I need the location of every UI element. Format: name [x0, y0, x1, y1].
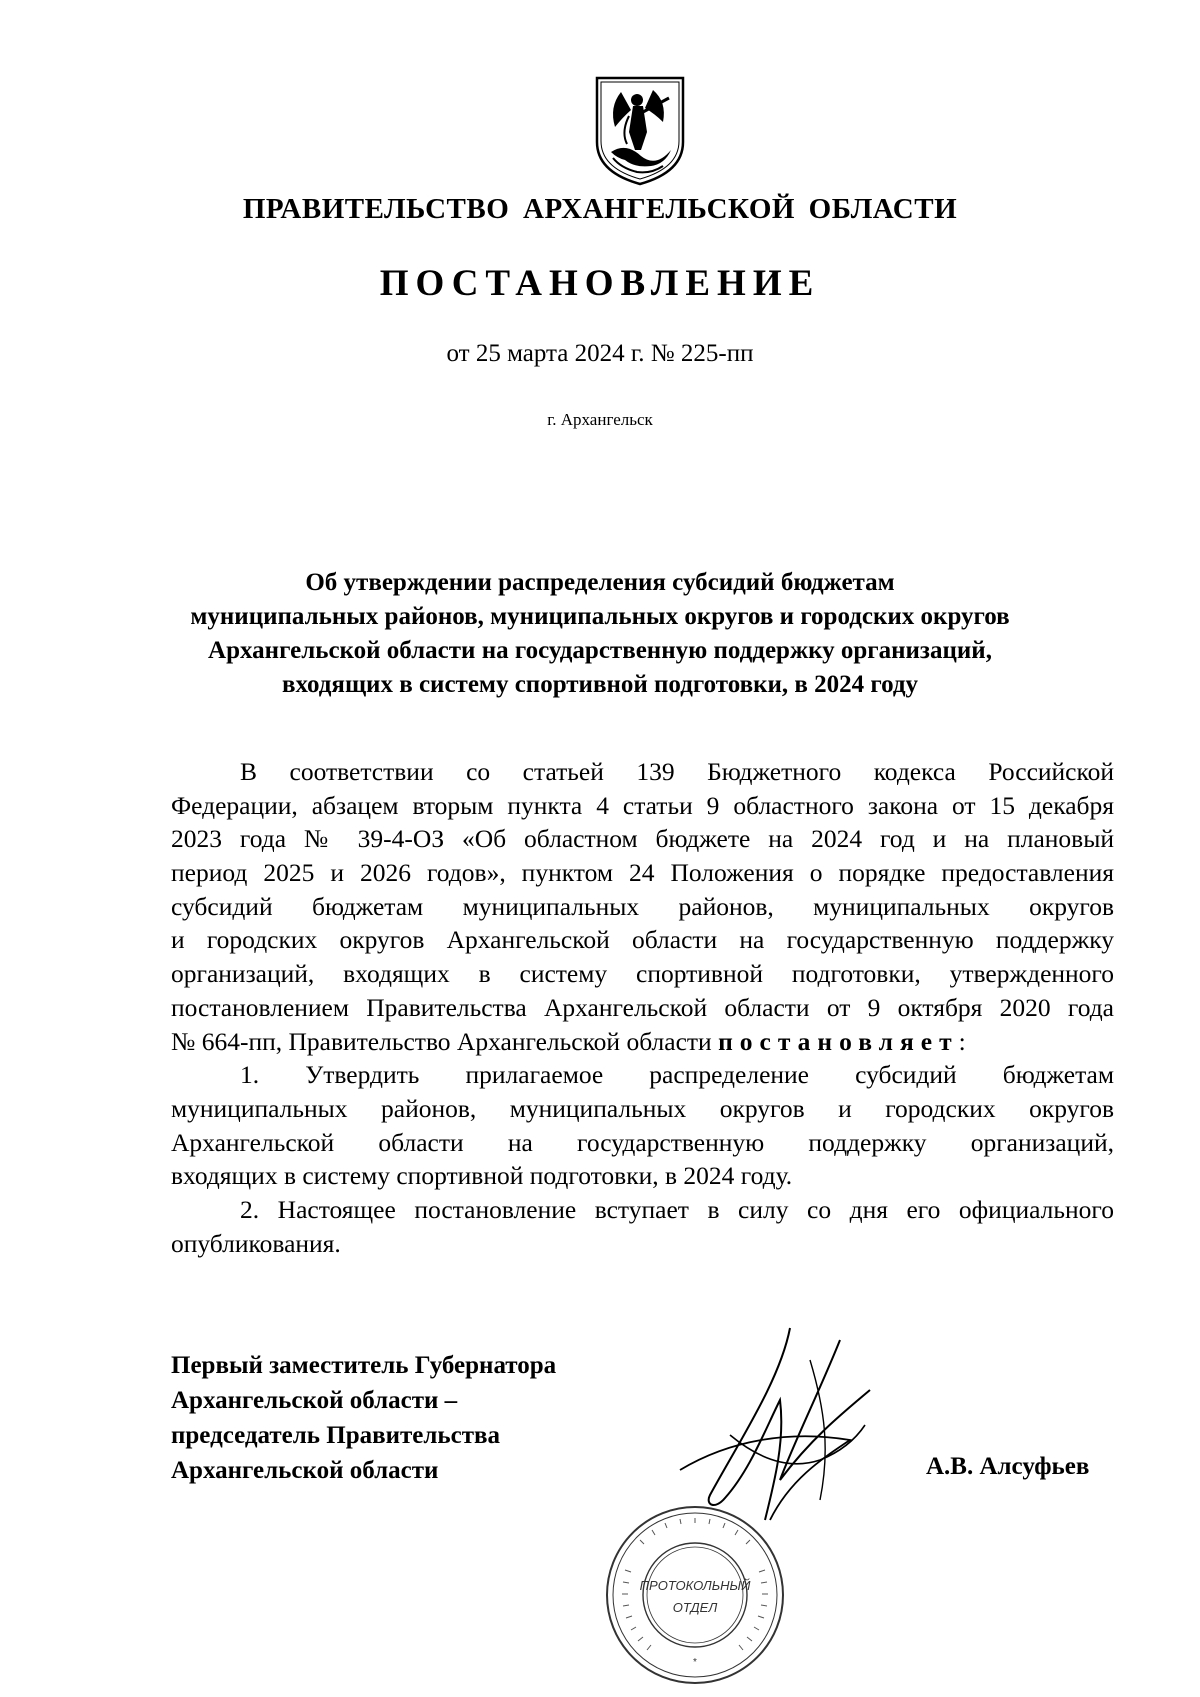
item-2-line: 2. Настоящее постановление вступает в силу со дня его официального [240, 1194, 1114, 1224]
document-type: ПОСТАНОВЛЕНИЕ [379, 263, 821, 304]
authority-name: ПРАВИТЕЛЬСТВО АРХАНГЕЛЬСКОЙ ОБЛАСТИ [242, 193, 958, 225]
title-line: муниципальных районов, муниципальных округов и городских округов [190, 603, 1010, 630]
body-text: : [958, 1026, 966, 1056]
position-line: Первый заместитель Губернатора [171, 1352, 557, 1379]
body-line: 2023 года № 39-4-ОЗ «Об областном бюджете на 2024 год и на плановый [171, 824, 1114, 854]
body-line: субсидий бюджетам муниципальных районов, муниципальных округов [171, 891, 1114, 921]
item-2-line: опубликования. [171, 1228, 341, 1258]
signatory-position [171, 1348, 556, 1488]
body-text: № 664-пп, Правительство Архангельской области [171, 1026, 719, 1056]
signer-name: А.В. Алсуфьев [926, 1453, 1090, 1480]
body-line: В соответствии со статьей 139 Бюджетного кодекса Российской [240, 757, 1114, 786]
item-1-line: муниципальных районов, муниципальных округов и городских округов [171, 1093, 1114, 1123]
title-line: входящих в систему спортивной подготовки, в 2024 году [281, 671, 919, 698]
archangel-coat-of-arms-icon [591, 72, 689, 188]
svg-text:*: * [693, 1657, 697, 1668]
round-stamp-icon [600, 1500, 790, 1690]
document-body [171, 755, 1114, 1260]
position-line: Архангельской области [171, 1457, 439, 1484]
stamp-text: ПРОТОКОЛЬНЫЙ [639, 1578, 751, 1593]
body-line: Федерации, абзацем вторым пункта 4 статьи 9 областного закона от 15 декабря [171, 790, 1114, 820]
document-date-number: от 25 марта 2024 г. № 225-пп [446, 340, 754, 367]
item-1-line: входящих в систему спортивной подготовки, в 2024 году. [171, 1161, 793, 1191]
body-line [171, 1025, 1114, 1059]
position-line: Архангельской области – [171, 1387, 458, 1414]
title-line: Архангельской области на государственную поддержку организаций, [208, 637, 992, 664]
item-1-line: 1. Утвердить прилагаемое распределение субсидий бюджетам [240, 1060, 1114, 1090]
body-line: организаций, входящих в систему спортивной подготовки, утвержденного [171, 959, 1114, 989]
resolves-word: постановляет [718, 1026, 959, 1056]
body-line: период 2025 и 2026 годов», пунктом 24 Положения о порядке предоставления [171, 858, 1114, 888]
handwritten-signature-icon [670, 1320, 920, 1530]
document-title [160, 566, 1040, 702]
position-line: председатель Правительства [171, 1422, 501, 1449]
body-line: постановлением Правительства Архангельской области от 9 октября 2020 года [171, 992, 1114, 1022]
document-city: г. Архангельск [547, 410, 653, 429]
body-line: и городских округов Архангельской области на государственную поддержку [171, 925, 1114, 955]
item-1-line: Архангельской области на государственную поддержку организаций, [171, 1127, 1114, 1157]
title-line: Об утверждении распределения субсидий бюджетам [305, 569, 895, 596]
stamp-text: ОТДЕЛ [672, 1600, 718, 1615]
